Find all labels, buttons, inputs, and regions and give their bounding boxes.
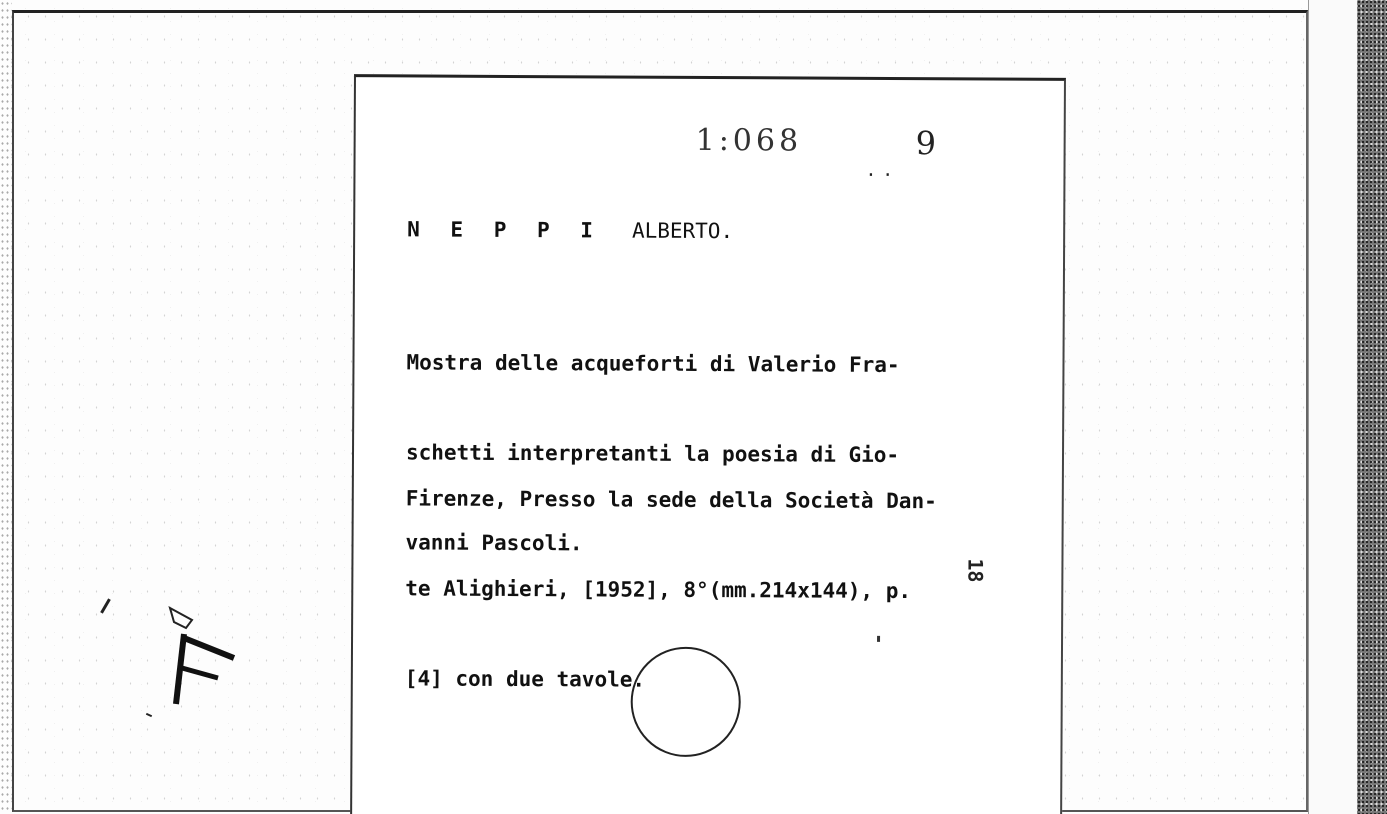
- publication-line: [4] con due tavole.: [404, 666, 646, 692]
- title-line: vanni Pascoli.: [405, 530, 583, 556]
- card-number: 1:068: [695, 122, 803, 159]
- title-line: schetti interpretanti la poesia di Gio-: [405, 440, 900, 468]
- card-dots: ..: [865, 159, 900, 181]
- right-margin: [1308, 0, 1357, 814]
- stamp-circle: [630, 647, 741, 758]
- catalog-card: [350, 74, 1066, 814]
- author-line: [407, 217, 733, 243]
- right-scan-edge: [1357, 0, 1387, 814]
- tick-mark: [877, 636, 880, 642]
- publication-line: te Alighieri, [1952], 8°(mm.214x144), p.: [405, 576, 912, 604]
- left-scan-edge: [0, 0, 12, 814]
- card-number-right: 9: [915, 124, 937, 163]
- publication-line: Firenze, Presso la sede della Società Dan-: [405, 486, 937, 514]
- handwritten-f-mark: [148, 600, 258, 730]
- author-surname: N E P P I: [407, 217, 603, 243]
- side-mark: 18: [963, 558, 988, 583]
- title-line: Mostra delle acqueforti di Valerio Fra-: [406, 350, 900, 378]
- author-name: ALBERTO.: [631, 218, 734, 244]
